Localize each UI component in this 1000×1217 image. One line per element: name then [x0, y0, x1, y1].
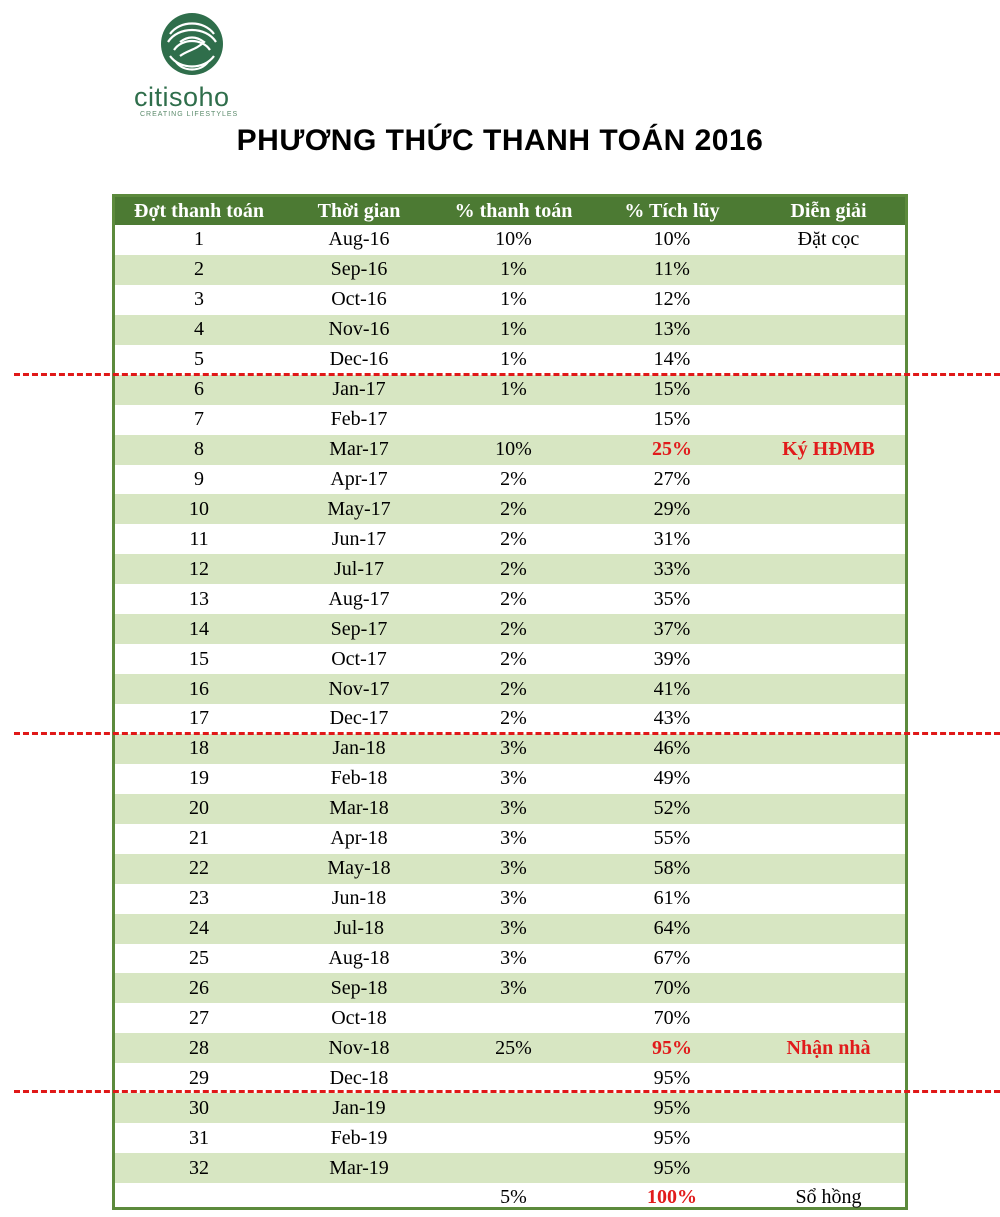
header-cumulative-percent: % Tích lũy	[624, 199, 720, 222]
cell-payment-percent: 10%	[495, 438, 532, 461]
period-divider-2017	[14, 373, 1000, 376]
table-row	[115, 1033, 905, 1063]
cell-cumulative-percent: 67%	[653, 946, 691, 969]
cell-payment-percent: 3%	[500, 737, 527, 760]
cell-time: Oct-16	[331, 288, 387, 311]
cell-time: Sep-17	[330, 617, 388, 640]
cell-cumulative-percent: 95%	[653, 1096, 691, 1119]
table-row	[115, 494, 905, 524]
cell-description: Sổ hồng	[795, 1186, 862, 1209]
cell-payment-percent: 2%	[500, 707, 527, 730]
cell-installment: 8	[194, 438, 204, 461]
table-row	[115, 405, 905, 435]
cell-time: Nov-16	[328, 318, 390, 341]
cell-installment: 27	[189, 1006, 209, 1029]
cell-cumulative-percent: 95%	[653, 1126, 691, 1149]
cell-time: Apr-17	[330, 467, 388, 490]
cell-time: Aug-17	[328, 587, 390, 610]
cell-time: Jul-18	[334, 917, 384, 940]
cell-payment-percent: 2%	[500, 587, 527, 610]
cell-time: Feb-17	[330, 408, 388, 431]
table-row	[115, 884, 905, 914]
cell-cumulative-percent: 15%	[653, 378, 691, 401]
cell-time: Dec-18	[329, 1066, 389, 1089]
cell-cumulative-percent: 41%	[653, 677, 691, 700]
cell-payment-percent: 5%	[500, 1186, 527, 1209]
cell-payment-percent: 1%	[500, 378, 527, 401]
cell-payment-percent: 3%	[500, 827, 527, 850]
cell-installment: 29	[189, 1066, 209, 1089]
cell-payment-percent: 1%	[500, 288, 527, 311]
cell-cumulative-percent: 33%	[653, 557, 691, 580]
cell-cumulative-percent: 10%	[653, 228, 691, 251]
cell-installment: 32	[189, 1156, 209, 1179]
cell-installment: 14	[189, 617, 209, 640]
cell-installment: 1	[194, 228, 204, 251]
cell-time: Oct-18	[331, 1006, 387, 1029]
cell-time: Aug-18	[328, 946, 390, 969]
header-time: Thời gian	[317, 199, 401, 222]
cell-installment: 12	[189, 557, 209, 580]
cell-cumulative-percent: 35%	[653, 587, 691, 610]
table-row	[115, 614, 905, 644]
page-title: PHƯƠNG THỨC THANH TOÁN 2016	[236, 124, 764, 157]
table-row	[115, 554, 905, 584]
table-row	[115, 1003, 905, 1033]
cell-installment: 15	[189, 647, 209, 670]
cell-time: Sep-18	[330, 976, 388, 999]
cell-time: Mar-17	[329, 438, 389, 461]
table-row	[115, 734, 905, 764]
cell-payment-percent: 3%	[500, 767, 527, 790]
cell-installment: 17	[189, 707, 209, 730]
table-header	[115, 197, 905, 225]
cell-cumulative-percent: 55%	[653, 827, 691, 850]
cell-time: Aug-16	[328, 228, 390, 251]
cell-time: Nov-17	[328, 677, 390, 700]
cell-time: Jan-18	[332, 737, 386, 760]
cell-cumulative-percent: 61%	[653, 887, 691, 910]
logo-tagline: CREATING LIFESTYLES	[140, 111, 239, 118]
cell-time: Feb-18	[330, 767, 388, 790]
cell-cumulative-percent: 95%	[653, 1066, 691, 1089]
cell-time: Apr-18	[330, 827, 388, 850]
cell-time: Mar-19	[329, 1156, 389, 1179]
table-row	[115, 824, 905, 854]
table-row	[115, 584, 905, 614]
cell-installment: 26	[189, 976, 209, 999]
cell-time: Jan-17	[332, 378, 386, 401]
table-row	[115, 345, 905, 375]
cell-payment-percent: 3%	[500, 917, 527, 940]
cell-installment: 2	[194, 258, 204, 281]
cell-payment-percent: 2%	[500, 527, 527, 550]
citisoho-fingerprint-icon	[160, 12, 224, 76]
cell-cumulative-percent: 43%	[653, 707, 691, 730]
cell-installment: 6	[194, 378, 204, 401]
payment-schedule-table	[112, 194, 908, 1210]
cell-description: Đặt cọc	[797, 228, 860, 251]
cell-payment-percent: 2%	[500, 677, 527, 700]
cell-cumulative-percent: 52%	[653, 797, 691, 820]
cell-time: Nov-18	[328, 1036, 390, 1059]
cell-cumulative-percent: 31%	[653, 527, 691, 550]
cell-payment-percent: 2%	[500, 557, 527, 580]
table-row	[115, 1153, 905, 1183]
cell-time: Jun-17	[331, 527, 387, 550]
cell-payment-percent: 3%	[500, 976, 527, 999]
cell-cumulative-percent: 46%	[653, 737, 691, 760]
cell-payment-percent: 2%	[500, 617, 527, 640]
header-payment-percent: % thanh toán	[454, 199, 573, 222]
cell-installment: 21	[189, 827, 209, 850]
header-installment: Đợt thanh toán	[134, 199, 264, 222]
cell-payment-percent: 3%	[500, 857, 527, 880]
cell-cumulative-percent: 27%	[653, 467, 691, 490]
cell-time: Jul-17	[334, 557, 384, 580]
cell-time: Dec-16	[329, 348, 389, 371]
cell-cumulative-percent: 95%	[653, 1156, 691, 1179]
cell-cumulative-percent: 39%	[653, 647, 691, 670]
citisoho-logo	[132, 12, 252, 122]
table-row	[115, 794, 905, 824]
cell-time: Feb-19	[330, 1126, 388, 1149]
period-divider-2019	[14, 1090, 1000, 1093]
cell-time: Oct-17	[331, 647, 387, 670]
cell-cumulative-percent: 58%	[653, 857, 691, 880]
header-description: Diễn giải	[790, 199, 867, 222]
cell-cumulative-percent: 100%	[647, 1186, 697, 1209]
table-row	[115, 1063, 905, 1093]
table-row	[115, 435, 905, 465]
cell-cumulative-percent: 95%	[652, 1036, 692, 1059]
cell-installment: 24	[189, 917, 209, 940]
cell-payment-percent: 3%	[500, 797, 527, 820]
cell-installment: 28	[189, 1036, 209, 1059]
cell-installment: 31	[189, 1126, 209, 1149]
cell-installment: 10	[189, 497, 209, 520]
cell-cumulative-percent: 12%	[653, 288, 691, 311]
cell-description: Ký HĐMB	[782, 438, 875, 461]
cell-installment: 13	[189, 587, 209, 610]
table-row	[115, 1093, 905, 1123]
cell-cumulative-percent: 70%	[653, 1006, 691, 1029]
cell-description: Nhận nhà	[786, 1036, 871, 1059]
table-row	[115, 315, 905, 345]
cell-installment: 5	[194, 348, 204, 371]
cell-installment: 30	[189, 1096, 209, 1119]
table-row	[115, 524, 905, 554]
cell-cumulative-percent: 70%	[653, 976, 691, 999]
cell-installment: 9	[194, 467, 204, 490]
cell-installment: 25	[189, 946, 209, 969]
cell-cumulative-percent: 29%	[653, 497, 691, 520]
cell-payment-percent: 1%	[500, 318, 527, 341]
table-row	[115, 764, 905, 794]
cell-installment: 11	[189, 527, 209, 550]
cell-cumulative-percent: 11%	[654, 258, 690, 281]
table-row	[115, 465, 905, 495]
cell-installment: 18	[189, 737, 209, 760]
logo-wordmark: citisoho	[134, 82, 230, 112]
cell-cumulative-percent: 37%	[653, 617, 691, 640]
cell-installment: 20	[189, 797, 209, 820]
table-row	[115, 1123, 905, 1153]
table-row	[115, 375, 905, 405]
cell-installment: 23	[189, 887, 209, 910]
table-row	[115, 674, 905, 704]
cell-payment-percent: 2%	[500, 647, 527, 670]
cell-cumulative-percent: 25%	[652, 438, 692, 461]
cell-cumulative-percent: 64%	[653, 917, 691, 940]
cell-payment-percent: 3%	[500, 887, 527, 910]
cell-time: May-17	[327, 497, 391, 520]
cell-payment-percent: 2%	[500, 467, 527, 490]
table-row	[115, 285, 905, 315]
cell-time: Jun-18	[331, 887, 387, 910]
cell-installment: 7	[194, 408, 204, 431]
cell-payment-percent: 10%	[495, 228, 532, 251]
cell-time: Jan-19	[332, 1096, 386, 1119]
table-row	[115, 704, 905, 734]
table-row	[115, 1183, 905, 1213]
cell-payment-percent: 3%	[500, 946, 527, 969]
period-divider-2018	[14, 732, 1000, 735]
cell-time: Dec-17	[329, 707, 389, 730]
cell-cumulative-percent: 49%	[653, 767, 691, 790]
cell-time: Sep-16	[330, 258, 388, 281]
table-row	[115, 255, 905, 285]
cell-installment: 22	[189, 857, 209, 880]
cell-time: May-18	[327, 857, 391, 880]
table-row	[115, 973, 905, 1003]
cell-cumulative-percent: 14%	[653, 348, 691, 371]
cell-payment-percent: 2%	[500, 497, 527, 520]
cell-payment-percent: 25%	[495, 1036, 532, 1059]
cell-installment: 16	[189, 677, 209, 700]
cell-cumulative-percent: 15%	[653, 408, 691, 431]
cell-cumulative-percent: 13%	[653, 318, 691, 341]
cell-time: Mar-18	[329, 797, 389, 820]
table-row	[115, 914, 905, 944]
cell-installment: 19	[189, 767, 209, 790]
table-row	[115, 225, 905, 255]
table-row	[115, 854, 905, 884]
table-row	[115, 944, 905, 974]
cell-payment-percent: 1%	[500, 258, 527, 281]
cell-payment-percent: 1%	[500, 348, 527, 371]
cell-installment: 3	[194, 288, 204, 311]
table-row	[115, 644, 905, 674]
cell-installment: 4	[194, 318, 204, 341]
